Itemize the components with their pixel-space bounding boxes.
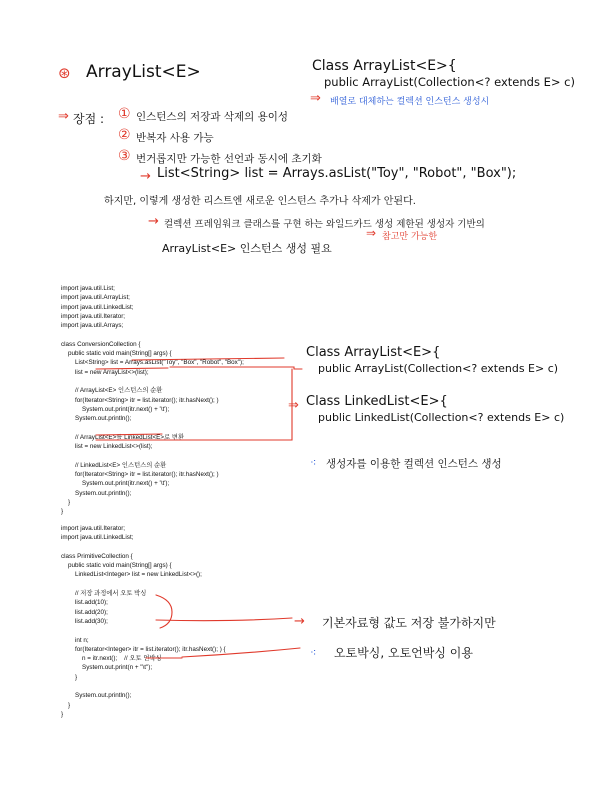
code-line: list = new ArrayList<>(list); — [61, 368, 149, 376]
code-line: import java.util.Iterator; — [61, 525, 126, 532]
note-title: ArrayList<E> — [86, 62, 201, 82]
connector-line — [182, 648, 300, 657]
arrow-icon: ⇒ — [288, 398, 299, 413]
side-ctor-arraylist: public ArrayList(Collection<? extends E> c) — [318, 362, 559, 375]
aslist-line: List<String> list = Arrays.asList("Toy", "Robot", "Box"); — [157, 166, 517, 181]
code-line: public static void main(String[] args) { — [61, 562, 172, 570]
code-line: System.out.print(itr.next() + '\t'); — [61, 405, 170, 413]
code-line: } — [61, 498, 71, 506]
code-line: System.out.println(); — [61, 692, 132, 700]
underline-stroke — [132, 358, 284, 360]
code-line: for(Iterator<Integer> itr = list.iterator(); itr.hasNext(); ) { — [61, 645, 226, 653]
code-line: System.out.println(); — [61, 489, 132, 497]
merits-label: 장점 : — [73, 112, 105, 126]
arrow-icon: → — [294, 614, 305, 629]
code-line: System.out.print(itr.next() + '\t'); — [61, 480, 170, 488]
side-note-primitive: 기본자료형 값도 저장 불가하지만 — [322, 616, 496, 630]
code-line: // ArrayList<E>를 LinkedList<E>로 변환 — [61, 433, 185, 441]
dots-icon: ⁖ — [310, 456, 317, 469]
code-line: // 저장 과정에서 오토 박싱 — [61, 590, 147, 598]
code-line: for(Iterator<String> itr = list.iterator(); itr.hasNext(); ) — [61, 470, 219, 478]
arrow-icon: → — [140, 169, 151, 184]
code-line: list = new LinkedList<>(list); — [61, 443, 153, 451]
code-line: import java.util.LinkedList; — [61, 534, 134, 542]
merit-3: 번거롭지만 가능한 선언과 동시에 초기화 — [136, 153, 322, 165]
code-line: list.add(20); — [61, 608, 108, 616]
code-line: import java.util.Iterator; — [61, 312, 126, 320]
arrow-icon: ⇒ — [310, 91, 321, 106]
side-note-autoboxing: 오토박싱, 오토언박싱 이용 — [334, 646, 473, 660]
bracket-stroke — [156, 595, 172, 628]
connector-line — [156, 618, 292, 621]
code-line: // LinkedList<E> 인스턴스의 순환 — [61, 461, 167, 469]
bullet-mark: ⊛ — [58, 64, 71, 82]
code-line: import java.util.ArrayList; — [61, 294, 130, 302]
reference-note: 참고만 가능한 — [382, 232, 438, 242]
code-line: class ConversionCollection { — [61, 340, 141, 348]
code-line: class PrimitiveCollection { — [61, 552, 133, 560]
arrow-icon: → — [148, 214, 159, 229]
side-class-linkedlist: Class LinkedList<E>{ — [306, 394, 448, 409]
side-note-constructor: 생성자를 이용한 컬렉션 인스턴스 생성 — [326, 458, 502, 470]
code-line: import java.util.List; — [61, 285, 115, 292]
connector-line — [170, 367, 302, 369]
code-line: for(Iterator<String> itr = list.iterator(); itr.hasNext(); ) — [61, 396, 219, 404]
however-line: 하지만, 이렇게 생성한 리스트엔 새로운 인스턴스 추가나 삭제가 안된다. — [104, 196, 416, 207]
code-line: System.out.println(); — [61, 415, 132, 423]
code-line: } — [61, 710, 64, 718]
note-blue-remark: 배열로 대체하는 컬렉션 인스턴스 생성시 — [330, 97, 490, 107]
code-line: // ArrayList<E> 인스턴스의 순환 — [61, 387, 163, 395]
code-line: import java.util.Arrays; — [61, 322, 124, 330]
solution-line: 컬렉션 프레임워크 클래스를 구현 하는 와일드카드 생성 제한된 생성자 기반의 — [164, 219, 485, 230]
merit-2: 반복자 사용 가능 — [136, 132, 214, 144]
merit-1: 인스턴스의 저장과 삭제의 용이성 — [136, 111, 289, 123]
arrow-icon: ⇒ — [58, 109, 69, 124]
side-ctor-linkedlist: public LinkedList(Collection<? extends E> c) — [318, 411, 565, 424]
underline-stroke — [96, 368, 168, 369]
solution-line-2: ArrayList<E> 인스턴스 생성 필요 — [162, 242, 332, 255]
side-class-arraylist: Class ArrayList<E>{ — [306, 345, 441, 360]
dots-icon: ⁖ — [310, 646, 317, 659]
arrow-icon: ⇒ — [366, 226, 377, 240]
note-class-line: Class ArrayList<E>{ — [312, 58, 457, 74]
code-line: public static void main(String[] args) { — [61, 350, 172, 358]
merit-1-number: ① — [118, 106, 131, 122]
code-line: n = itr.next(); // 오토 언박싱 — [61, 655, 162, 663]
code-line: } — [61, 701, 71, 709]
code-line: } — [61, 508, 64, 516]
code-line: List<String> list = Arrays.asList("Toy", "Box", "Robot", "Box"); — [61, 359, 244, 367]
code-line: import java.util.LinkedList; — [61, 303, 134, 311]
code-line: int n; — [61, 636, 89, 644]
merit-3-number: ③ — [118, 148, 131, 164]
code-line: list.add(10); — [61, 599, 108, 607]
underline-stroke — [96, 434, 162, 435]
code-line: list.add(30); — [61, 617, 108, 625]
code-line: } — [61, 673, 78, 681]
note-constructor-line: public ArrayList(Collection<? extends E> c) — [324, 75, 575, 89]
code-line: LinkedList<Integer> list = new LinkedList<>(); — [61, 571, 202, 579]
code-line: System.out.print(n + "\t"); — [61, 664, 153, 672]
merit-2-number: ② — [118, 127, 131, 143]
connector-line — [96, 369, 292, 440]
